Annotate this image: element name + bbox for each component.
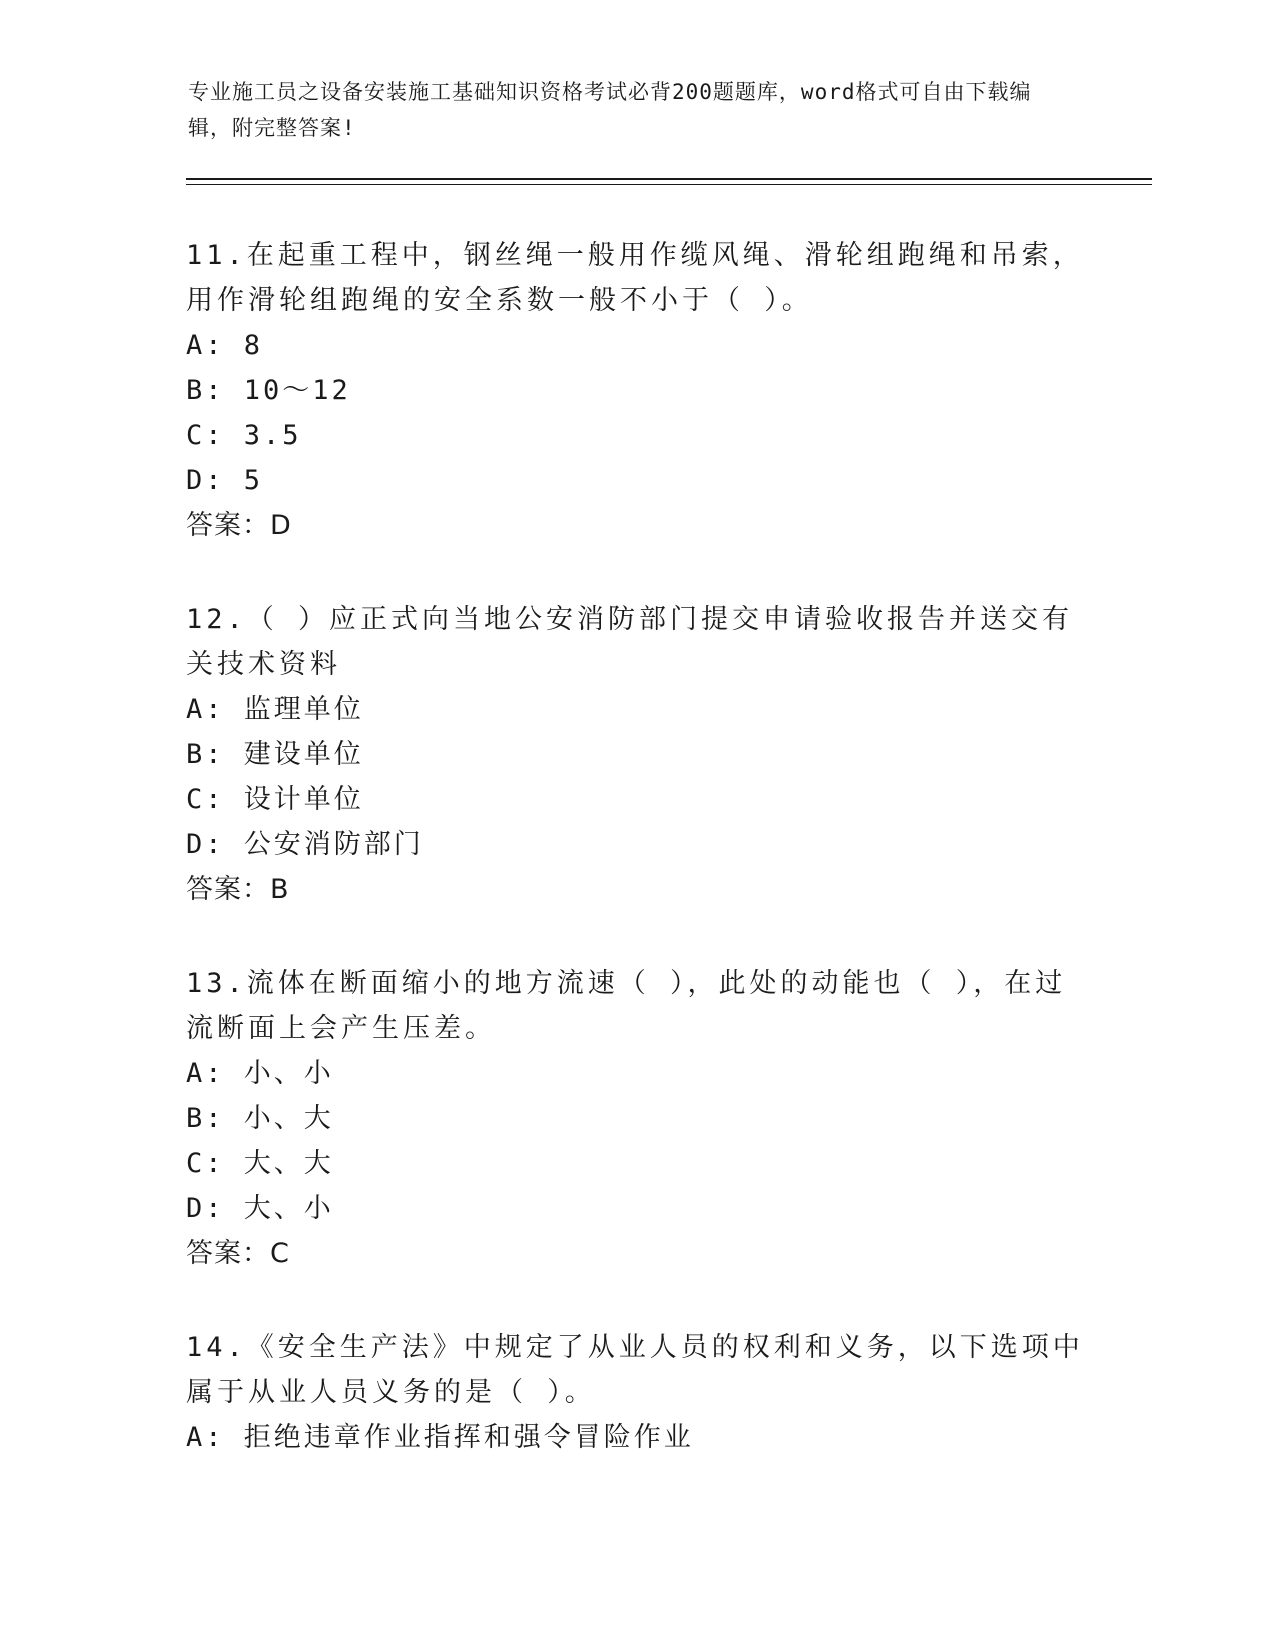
option-a: A: 8	[186, 330, 264, 361]
option-a: A: 小、小	[186, 1058, 334, 1089]
question-stem: 11.在起重工程中，钢丝绳一般用作缆风绳、滑轮组跑绳和吊索，用作滑轮组跑绳的安全系数一般不小于（ ）。	[186, 240, 1084, 316]
header-divider-thin	[186, 184, 1152, 185]
document-header: 专业施工员之设备安装施工基础知识资格考试必背200题题库，word格式可自由下载编辑，附完整答案!	[188, 80, 1032, 140]
question-12	[186, 597, 1086, 912]
answer-label: 答案：D	[186, 510, 292, 541]
question-14	[186, 1325, 1086, 1460]
option-a: A: 拒绝违章作业指挥和强令冒险作业	[186, 1422, 694, 1453]
option-c: C: 3.5	[186, 420, 302, 451]
option-d: D: 5	[186, 465, 264, 496]
option-b: B: 建设单位	[186, 739, 364, 770]
question-stem: 14.《安全生产法》中规定了从业人员的权利和义务，以下选项中属于从业人员义务的是（ ）。	[186, 1332, 1084, 1408]
question-13	[186, 961, 1086, 1276]
option-c: C: 大、大	[186, 1148, 334, 1179]
option-a: A: 监理单位	[186, 694, 364, 725]
question-stem: 13.流体在断面缩小的地方流速（ ），此处的动能也（ ），在过流断面上会产生压差。	[186, 968, 1067, 1044]
option-d: D: 大、小	[186, 1193, 334, 1224]
header-divider-thick	[186, 178, 1152, 180]
answer-label: 答案：B	[186, 874, 290, 905]
question-stem: 12.（ ）应正式向当地公安消防部门提交申请验收报告并送交有关技术资料	[186, 604, 1074, 680]
answer-label: 答案：C	[186, 1238, 290, 1269]
question-11	[186, 233, 1086, 548]
option-b: B: 小、大	[186, 1103, 334, 1134]
option-d: D: 公安消防部门	[186, 829, 424, 860]
option-b: B: 10～12	[186, 375, 351, 406]
option-c: C: 设计单位	[186, 784, 364, 815]
